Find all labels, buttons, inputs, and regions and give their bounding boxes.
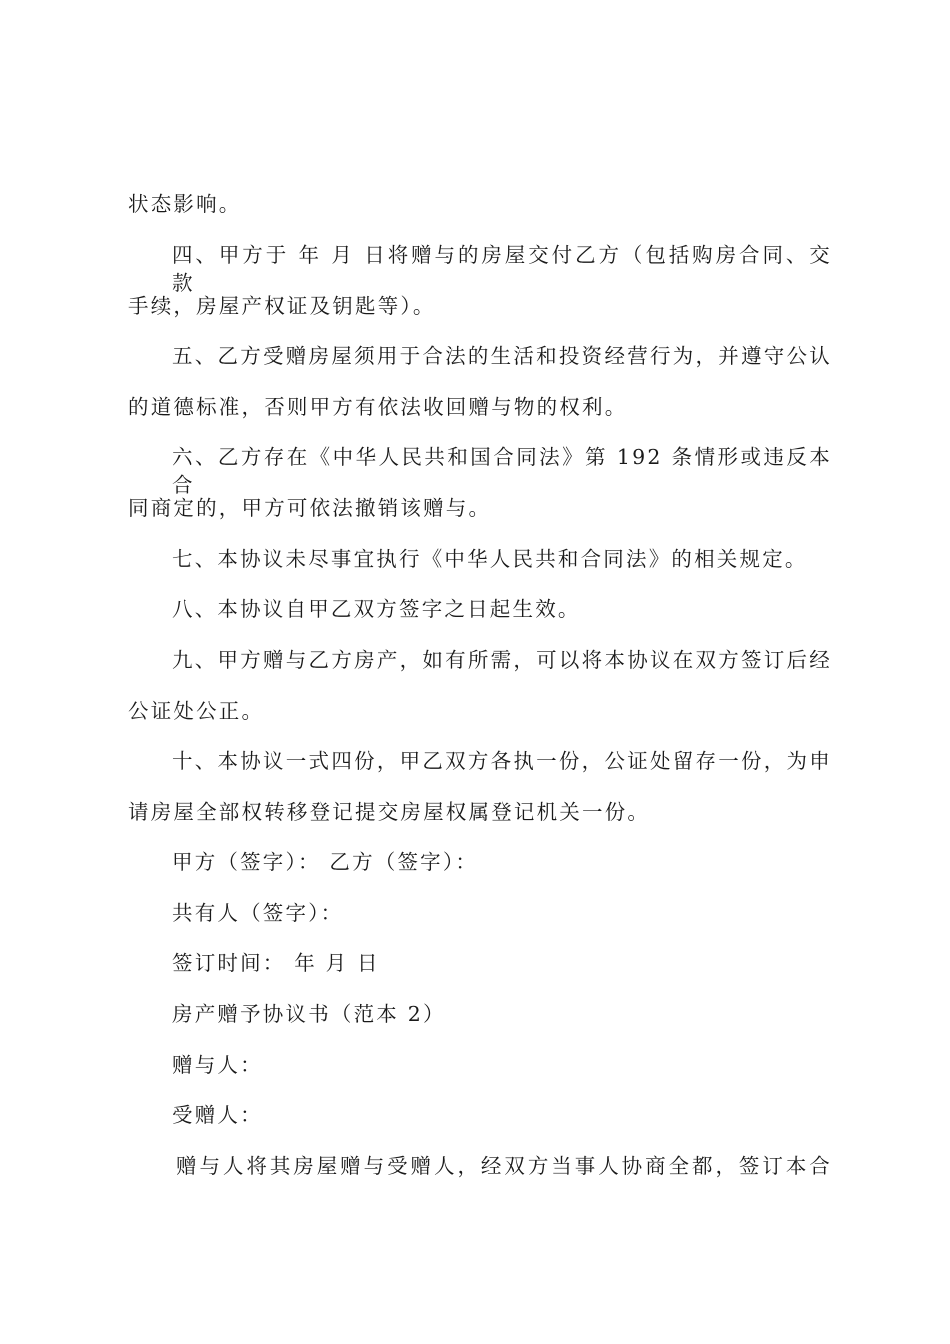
section-title-template-2: 房产赠予协议书（范本 2） xyxy=(172,1002,446,1026)
clause-4-line-2: 手续，房屋产权证及钥匙等）。 xyxy=(128,294,436,318)
clause-9-line-2: 公证处公正。 xyxy=(128,699,265,723)
clause-6-line-1: 六、乙方存在《中华人民共和国合同法》第 192 条情形或违反本合 xyxy=(172,445,832,497)
template-2-intro-line-1: 赠与人将其房屋赠与受赠人，经双方当事人协商全都，签订本合 xyxy=(176,1154,832,1178)
clause-10-line-2: 请房屋全部权转移登记提交房屋权属登记机关一份。 xyxy=(128,800,651,824)
signature-co-owner: 共有人（签字）： xyxy=(172,901,344,925)
clause-10-line-1: 十、本协议一式四份，甲乙双方各执一份，公证处留存一份，为申 xyxy=(172,749,832,773)
clause-7: 七、本协议未尽事宜执行《中华人民共和合同法》的相关规定。 xyxy=(172,547,808,571)
clause-4-line-1: 四、甲方于 年 月 日将赠与的房屋交付乙方（包括购房合同、交款 xyxy=(172,243,832,295)
clause-9-line-1: 九、甲方赠与乙方房产，如有所需，可以将本协议在双方签订后经 xyxy=(172,648,832,672)
donee-label: 受赠人： xyxy=(172,1103,263,1127)
clause-5-line-1: 五、乙方受赠房屋须用于合法的生活和投资经营行为，并遵守公认 xyxy=(172,344,832,368)
signing-date: 签订时间： 年 月 日 xyxy=(172,951,380,975)
signature-party-a-b: 甲方（签字）： 乙方（签字）： xyxy=(172,850,479,874)
donor-label: 赠与人： xyxy=(172,1053,263,1077)
clause-6-line-2: 同商定的，甲方可依法撤销该赠与。 xyxy=(128,496,492,520)
text-line: 状态影响。 xyxy=(128,192,242,216)
clause-8: 八、本协议自甲乙双方签字之日起生效。 xyxy=(172,597,581,621)
clause-5-line-2: 的道德标准，否则甲方有依法收回赠与物的权利。 xyxy=(128,395,628,419)
